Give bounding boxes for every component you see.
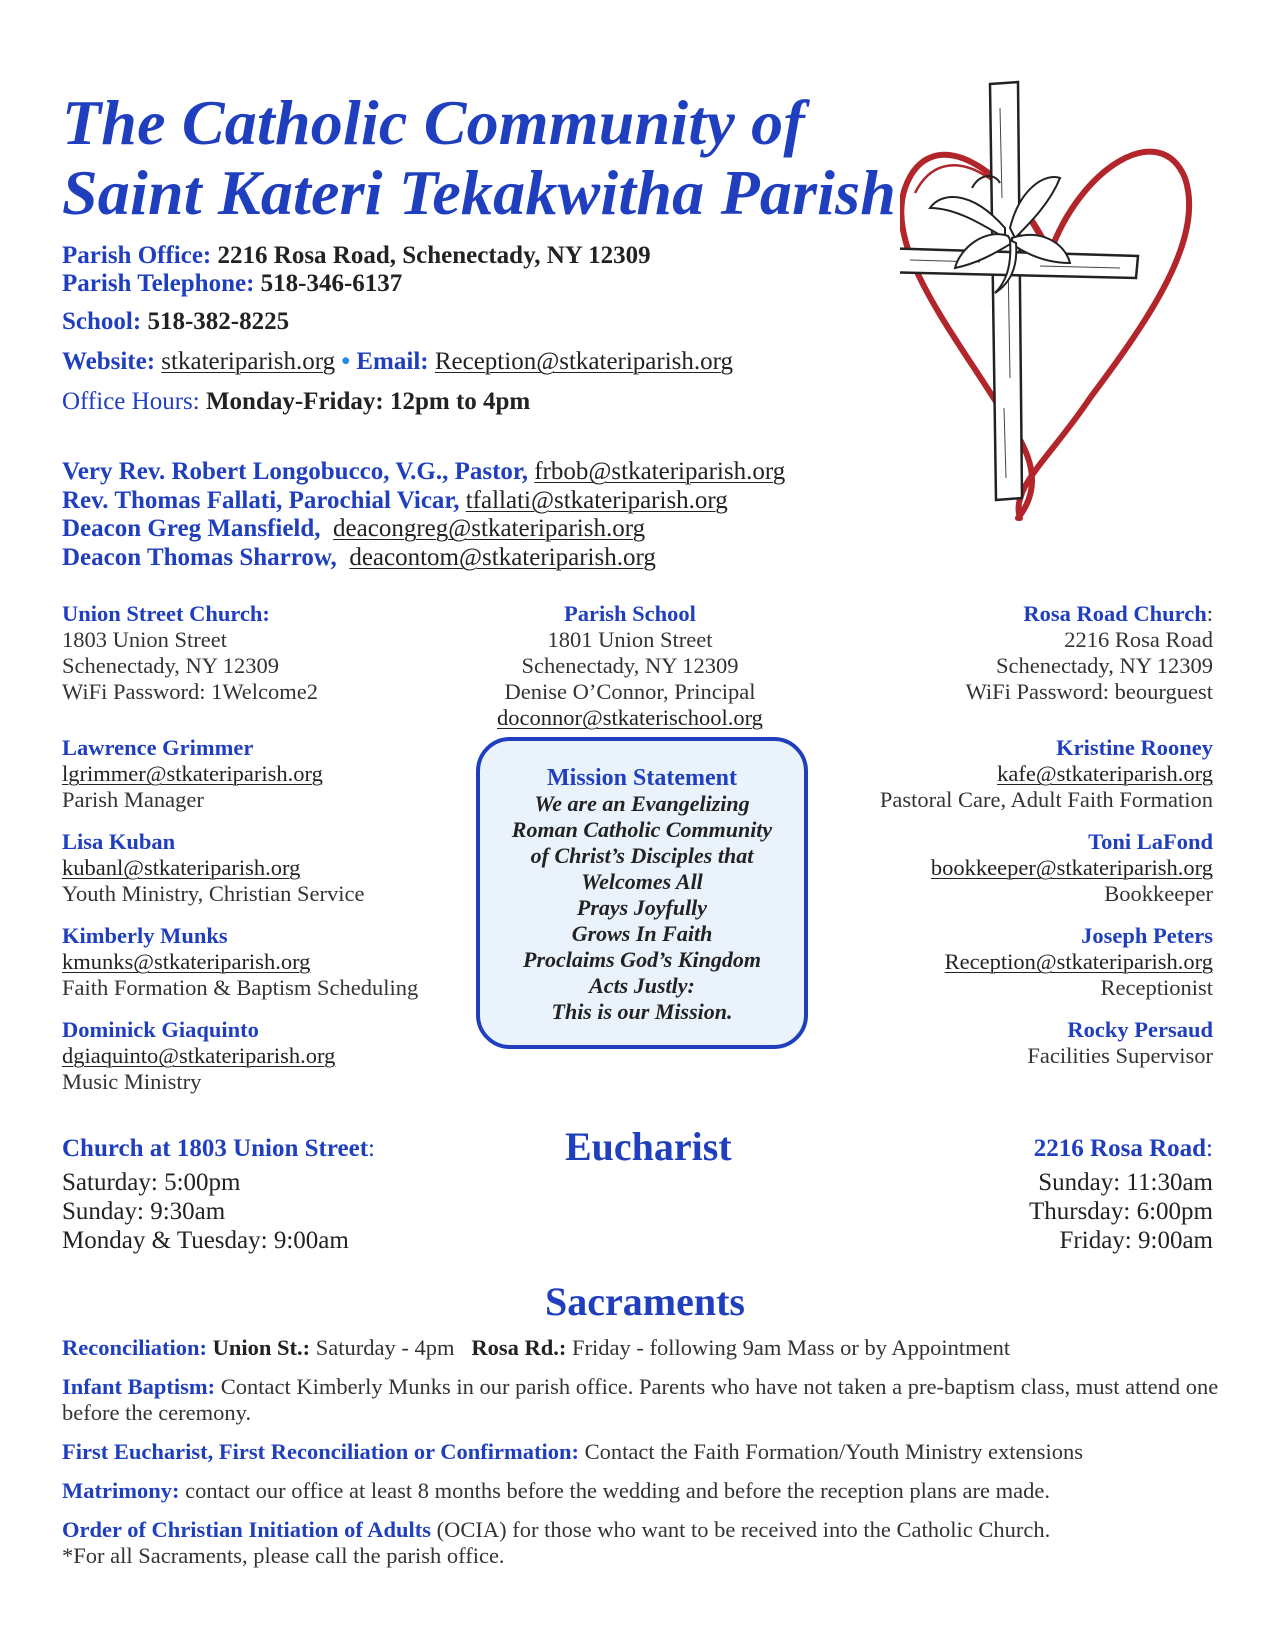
staff-card: Kimberly Munks kmunks@stkateriparish.org Faith Formation & Baptism Scheduling	[62, 923, 419, 1000]
parish-office-line: Parish Office: 2216 Rosa Road, Schenectady, NY 12309	[62, 242, 651, 269]
school-phone-line: School: 518-382-8225	[62, 308, 290, 335]
reception-email-link[interactable]: Reception@stkateriparish.org	[434, 348, 734, 375]
staff-email-link[interactable]: kubanl@stkateriparish.org	[62, 855, 301, 880]
page-title	[62, 88, 896, 228]
title-line-1: The Catholic Community of	[62, 87, 805, 158]
rosa-mass-times: 2216 Rosa Road: Sunday: 11:30am Thursday: 6:00pm Friday: 9:00am	[1028, 1135, 1213, 1254]
staff-card: Lisa Kuban kubanl@stkateriparish.org Youth Ministry, Christian Service	[62, 829, 365, 906]
staff-card: Lawrence Grimmer lgrimmer@stkateriparish.org Parish Manager	[62, 735, 323, 812]
cross-heart-lily-icon	[900, 78, 1200, 538]
ocia-line: Order of Christian Initiation of Adults (OCIA) for those who want to be received into the Catholic Church. *For all Sacraments, please call the parish office.	[62, 1517, 1222, 1569]
sacraments-footnote: *For all Sacraments, please call the parish office.	[62, 1543, 505, 1568]
eucharist-heading: Eucharist	[565, 1124, 732, 1169]
clergy-email-link[interactable]: tfallati@stkateriparish.org	[465, 486, 728, 514]
title-line-2: Saint Kateri Tekakwitha Parish	[62, 157, 897, 228]
clergy-item: Rev. Thomas Fallati, Parochial Vicar, tfallati@stkateriparish.org	[62, 486, 728, 514]
office-hours-line: Office Hours: Monday-Friday: 12pm to 4pm	[62, 388, 531, 415]
staff-email-link[interactable]: kmunks@stkateriparish.org	[62, 949, 311, 974]
parish-telephone-line: Parish Telephone: 518-346-6137	[62, 270, 403, 297]
staff-card: Joseph Peters Reception@stkateriparish.org Receptionist	[944, 923, 1213, 1000]
staff-email-link[interactable]: bookkeeper@stkateriparish.org	[930, 855, 1213, 880]
mission-heading: Mission Statement	[547, 765, 737, 791]
union-mass-times: Church at 1803 Union Street: Saturday: 5:00pm Sunday: 9:30am Monday & Tuesday: 9:00am	[62, 1135, 375, 1254]
staff-card: Rocky Persaud Facilities Supervisor	[1027, 1017, 1213, 1068]
clergy-list	[62, 458, 785, 572]
school-email-link[interactable]: doconnor@stkaterischool.org	[497, 705, 763, 730]
first-sacraments-line: First Eucharist, First Reconciliation or Confirmation: Contact the Faith Formation/Youth Ministry extensions	[62, 1439, 1083, 1464]
rosa-road-church: Rosa Road Church: 2216 Rosa Road Schenectady, NY 12309 WiFi Password: beourguest	[965, 601, 1213, 704]
staff-email-link[interactable]: Reception@stkateriparish.org	[944, 949, 1213, 974]
infant-baptism-line: Infant Baptism: Contact Kimberly Munks in our parish office. Parents who have not taken a pre-baptism class, must attend one before the ceremony.	[62, 1374, 1219, 1425]
clergy-email-link[interactable]: deacontom@stkateriparish.org	[349, 543, 656, 571]
parish-school: Parish School 1801 Union Street Schenectady, NY 12309 Denise O’Connor, Principal doconnor@stkaterischool.org	[455, 601, 805, 731]
website-link[interactable]: stkateriparish.org	[161, 348, 336, 375]
staff-card: Toni LaFond bookkeeper@stkateriparish.org Bookkeeper	[930, 829, 1213, 906]
staff-email-link[interactable]: dgiaquinto@stkateriparish.org	[62, 1043, 336, 1068]
clergy-email-link[interactable]: deacongreg@stkateriparish.org	[333, 515, 646, 542]
staff-card: Kristine Rooney kafe@stkateriparish.org Pastoral Care, Adult Faith Formation	[879, 735, 1213, 812]
bullet-separator: •	[341, 348, 351, 375]
clergy-item: Deacon Greg Mansfield, deacongreg@stkateriparish.org	[62, 515, 646, 542]
clergy-item: Very Rev. Robert Longobucco, V.G., Pastor, frbob@stkateriparish.org	[62, 458, 786, 485]
sacraments-heading: Sacraments	[545, 1279, 745, 1324]
union-street-church: Union Street Church: 1803 Union Street Schenectady, NY 12309 WiFi Password: 1Welcome2	[62, 601, 319, 704]
clergy-email-link[interactable]: frbob@stkateriparish.org	[534, 458, 786, 485]
clergy-item: Deacon Thomas Sharrow, deacontom@stkateriparish.org	[62, 543, 656, 571]
matrimony-line: Matrimony: contact our office at least 8 months before the wedding and before the reception plans are made.	[62, 1478, 1050, 1503]
mission-statement-box: Mission Statement We are an Evangelizing Roman Catholic Community of Christ’s Disciples that Welcomes All Prays Joyfully Grows In Faith Proclaims God’s Kingdom Acts Justly: This is our Mission.	[476, 737, 808, 1049]
website-email-line: Website: stkateriparish.org • Email: Reception@stkateriparish.org	[62, 348, 734, 375]
reconciliation-line: Reconciliation: Union St.: Saturday - 4pm Rosa Rd.: Friday - following 9am Mass or by Appointment	[62, 1335, 1011, 1360]
staff-email-link[interactable]: kafe@stkateriparish.org	[997, 761, 1213, 786]
staff-card: Dominick Giaquinto dgiaquinto@stkateriparish.org Music Ministry	[62, 1017, 336, 1094]
staff-email-link[interactable]: lgrimmer@stkateriparish.org	[62, 761, 323, 786]
